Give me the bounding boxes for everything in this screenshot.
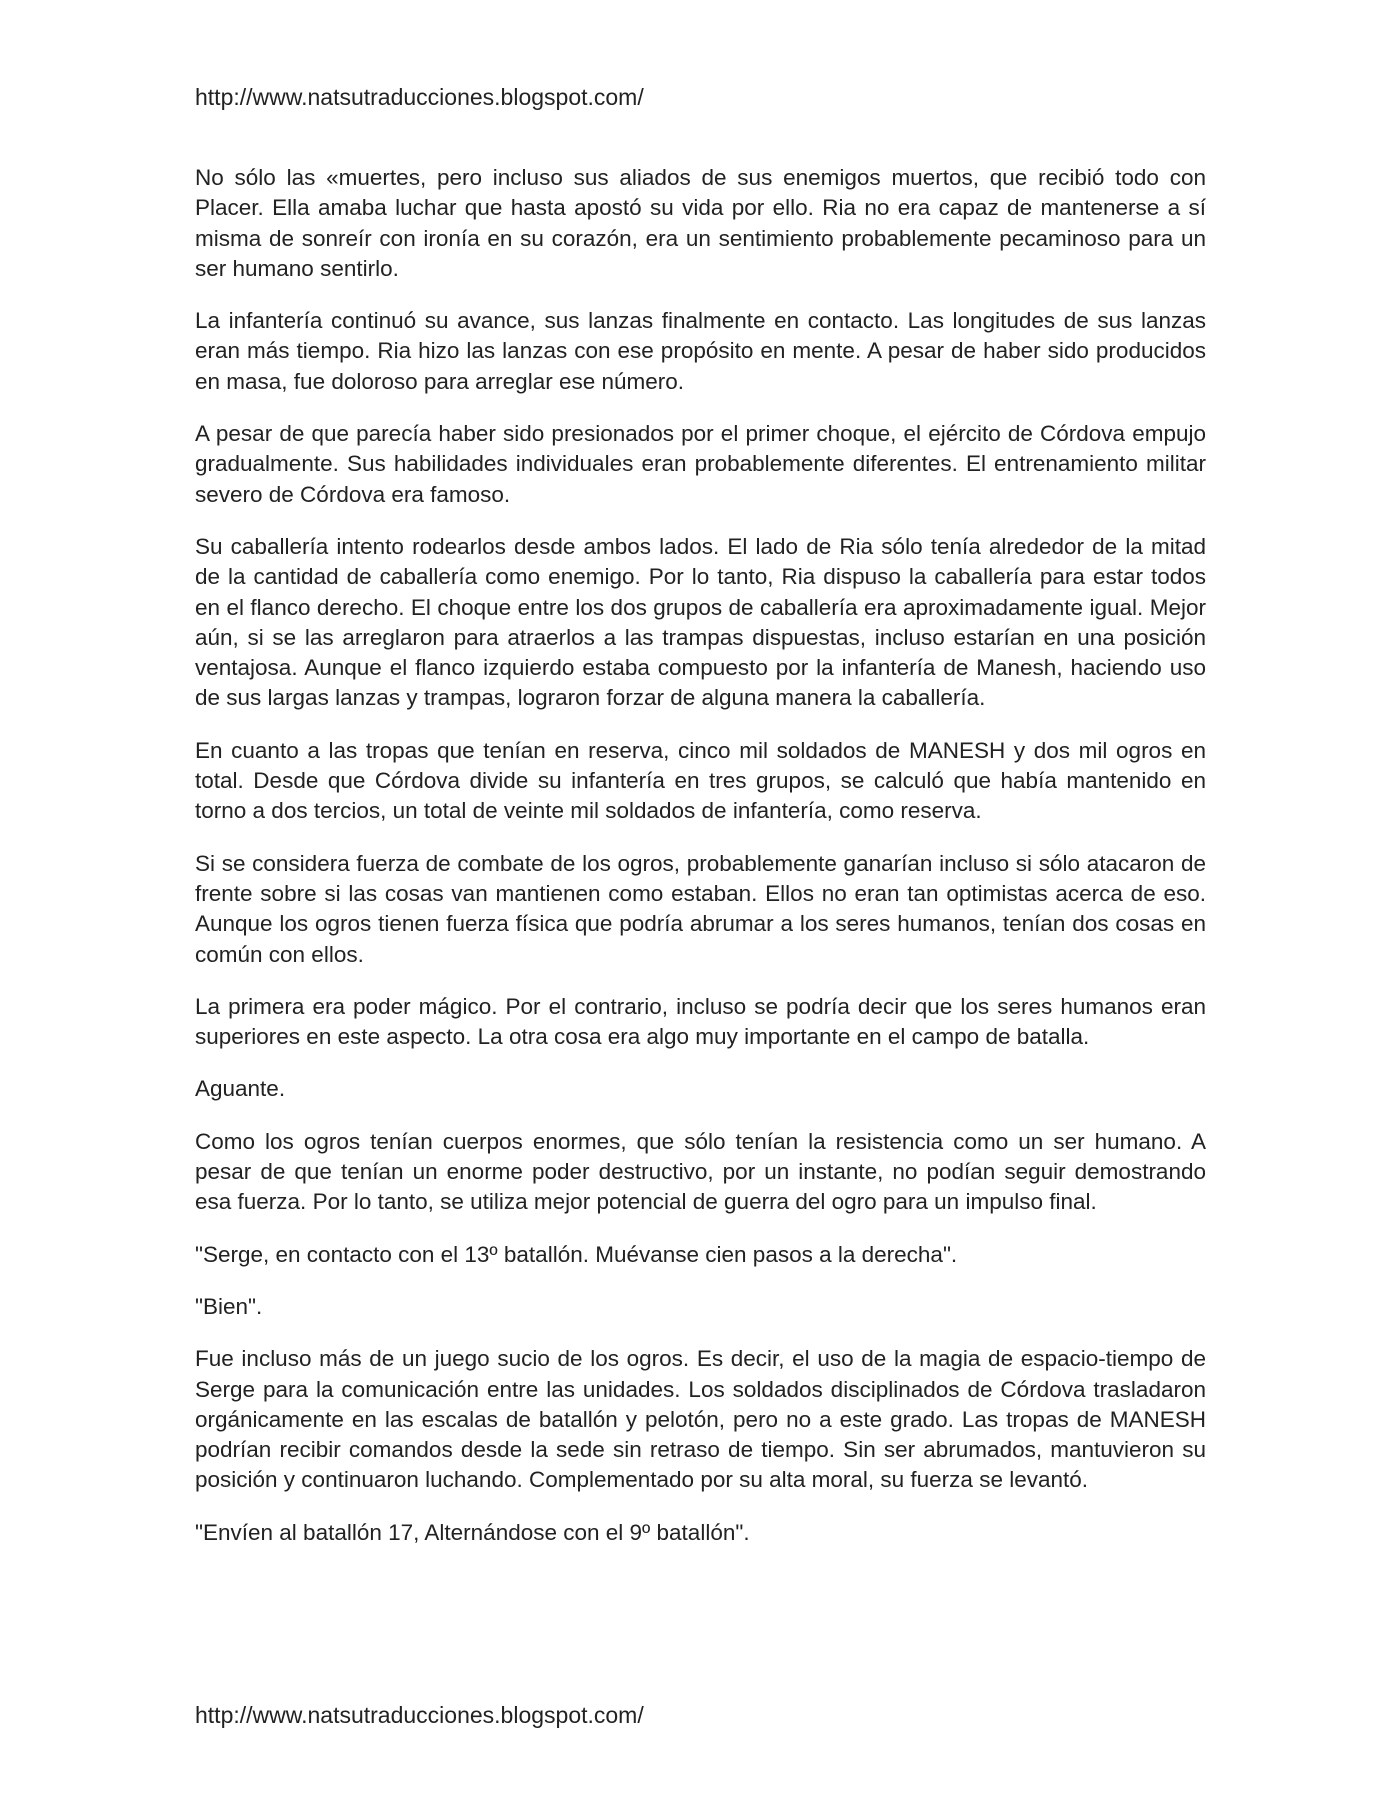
paragraph: Aguante. — [195, 1076, 286, 1102]
paragraph: A pesar de que parecía haber sido presionados por el primer choque, el ejército de Córdova empujo gradualmente. Sus habilidades individuales eran probablemente diferentes. El entrenamiento militar severo de Córdova era famoso. — [195, 421, 1206, 507]
header-url[interactable]: http://www.natsutraducciones.blogspot.com/ — [195, 84, 644, 110]
paragraph: "Envíen al batallón 17, Alternándose con el 9º batallón". — [195, 1519, 750, 1545]
document-body — [195, 163, 1206, 1570]
paragraph: En cuanto a las tropas que tenían en reserva, cinco mil soldados de MANESH y dos mil ogros en total. Desde que Córdova divide su infantería en tres grupos, se calculó que había mantenido en torno a dos tercios, un total de veinte mil soldados de infantería, como reserva. — [195, 737, 1206, 824]
paragraph: No sólo las «muertes, pero incluso sus aliados de sus enemigos muertos, que recibió todo con Placer. Ella amaba luchar que hasta apostó su vida por ello. Ria no era capaz de mantenerse a sí misma de sonreír con ironía en su corazón, era un sentimiento probablemente pecaminoso para un ser humano sentirlo. — [195, 165, 1206, 281]
paragraph: Si se considera fuerza de combate de los ogros, probablemente ganarían incluso si sólo atacaron de frente sobre si las cosas van mantienen como estaban. Ellos no eran tan optimistas acerca de eso. Aunque los ogros tienen fuerza física que podría abrumar a los seres humanos, tenían dos cosas en común con ellos. — [195, 850, 1206, 967]
footer-url[interactable]: http://www.natsutraducciones.blogspot.com/ — [195, 1702, 644, 1728]
paragraph: Fue incluso más de un juego sucio de los ogros. Es decir, el uso de la magia de espacio-tiempo de Serge para la comunicación entre las unidades. Los soldados disciplinados de Córdova trasladaron orgánicamente en las escalas de batallón y pelotón, pero no a este grado. Las tropas de MANESH podrían recibir comandos desde la sede sin retraso de tiempo. Sin ser abrumados, mantuvieron su posición y continuaron luchando. Complementado por su alta moral, su fuerza se levantó. — [195, 1346, 1206, 1493]
paragraph: La infantería continuó su avance, sus lanzas finalmente en contacto. Las longitudes de sus lanzas eran más tiempo. Ria hizo las lanzas con ese propósito en mente. A pesar de haber sido producidos en masa, fue doloroso para arreglar ese número. — [195, 308, 1206, 394]
paragraph: "Serge, en contacto con el 13º batallón. Muévanse cien pasos a la derecha". — [195, 1241, 958, 1267]
paragraph: La primera era poder mágico. Por el contrario, incluso se podría decir que los seres humanos eran superiores en este aspecto. La otra cosa era algo muy importante en el campo de batalla. — [195, 993, 1206, 1050]
paragraph: "Bien". — [195, 1293, 263, 1319]
paragraph: Su caballería intento rodearlos desde ambos lados. El lado de Ria sólo tenía alrededor de la mitad de la cantidad de caballería como enemigo. Por lo tanto, Ria dispuso la caballería para estar todos en el flanco derecho. El choque entre los dos grupos de caballería era aproximadamente igual. Mejor aún, si se las arreglaron para atraerlos a las trampas dispuestas, incluso estarían en una posición ventajosa. Aunque el flanco izquierdo estaba compuesto por la infantería de Manesh, haciendo uso de sus largas lanzas y trampas, lograron forzar de alguna manera la caballería. — [195, 533, 1206, 711]
paragraph: Como los ogros tenían cuerpos enormes, que sólo tenían la resistencia como un ser humano. A pesar de que tenían un enorme poder destructivo, por un instante, no podían seguir demostrando esa fuerza. Por lo tanto, se utiliza mejor potencial de guerra del ogro para un impulso final. — [195, 1128, 1206, 1215]
